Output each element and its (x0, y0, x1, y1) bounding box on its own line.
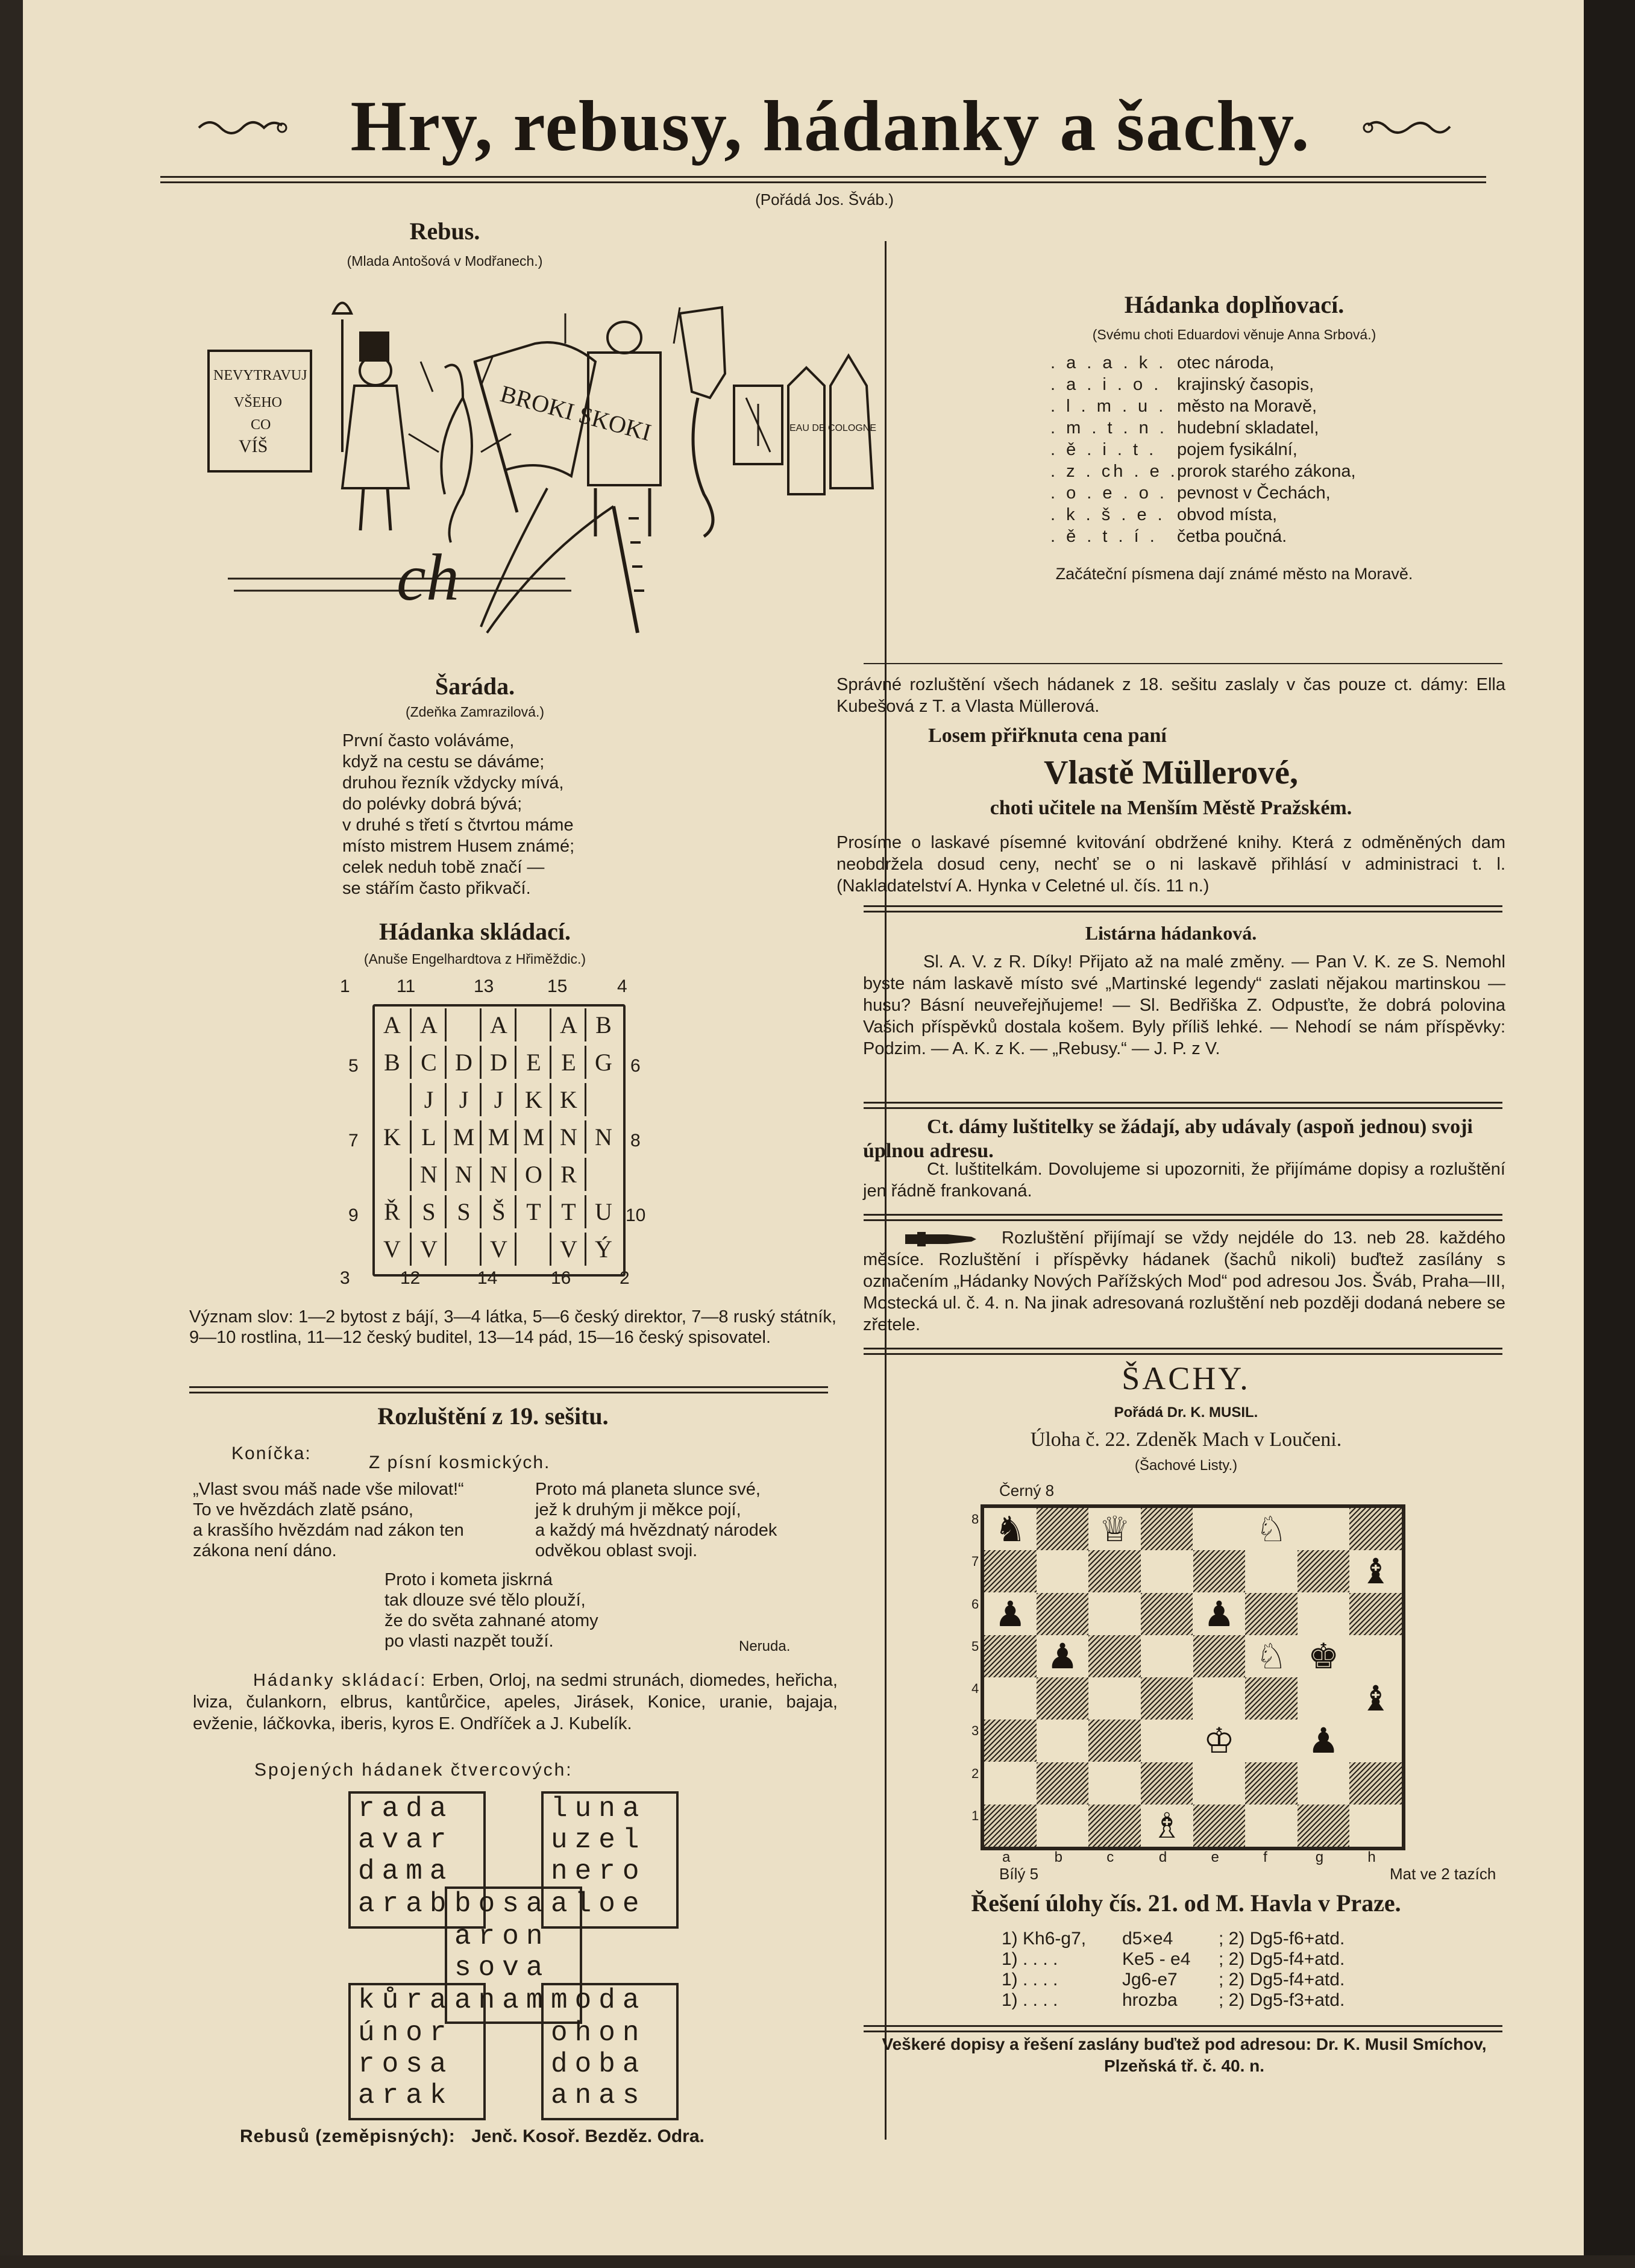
mate-in-two: Mat ve 2 tazích (1390, 1865, 1496, 1883)
board-square (1141, 1550, 1193, 1592)
board-square (1088, 1550, 1141, 1592)
grid-cell: N (480, 1158, 516, 1191)
solution-line: 1) . . . . Jg6-e7 ; 2) Dg5-f4+atd. (1002, 1970, 1345, 1990)
rebus-sign-line: NEVYTRAVUJ (213, 368, 307, 383)
board-square (1349, 1508, 1402, 1550)
scan-edge-left (0, 0, 23, 2268)
grid-cell (515, 1008, 551, 1041)
black-piece-icon: ♝ (1349, 1550, 1402, 1592)
square-row: doba (551, 2049, 647, 2080)
grid-cell: Ý (585, 1233, 621, 1266)
black-piece-icon: ♟ (1037, 1635, 1089, 1677)
grid-cell: T (550, 1195, 586, 1228)
rozlusteni-title: Rozluštění z 19. sešitu. (377, 1403, 609, 1430)
black-piece-icon: ♞ (984, 1508, 1037, 1550)
board-square (1088, 1677, 1141, 1720)
board-square (1037, 1508, 1089, 1550)
rank-label: 7 (971, 1554, 979, 1569)
board-square (1349, 1805, 1402, 1847)
konicka-label: Koníčka: (231, 1443, 312, 1463)
spravne-winner: Vlastě Müllerové, (1044, 754, 1298, 791)
board-square (1298, 1762, 1350, 1805)
board-square (1298, 1805, 1350, 1847)
board-square (1193, 1677, 1246, 1720)
square-row: bosa (454, 1888, 550, 1920)
grid-number: 2 (620, 1268, 630, 1288)
grid-cell: A (383, 1011, 401, 1038)
grid-cell: A (480, 1008, 516, 1041)
square-row: aloe (551, 1888, 647, 1920)
board-square (1088, 1762, 1141, 1805)
square-row: anam (454, 1985, 550, 2016)
doplnovaci-row: . m . t . n . hudební skladatel, (1050, 418, 1319, 438)
skladaci-answers-text: Erben, Orloj, na sedmi strunách, diomedes, heřicha, lviza, čulankorn, elbrus, kantůrčice, apeles, Jirásek, Konice, uranie, bajaja, evženie, láčkovka, iberis, kyros E. Ondříček a J. Kubelík. (193, 1671, 838, 1733)
doplnovaci-author: (Svému choti Eduardovi věnuje Anna Srbová.) (1092, 327, 1376, 342)
grid-number: 13 (474, 976, 494, 996)
rebus-sign-line: VÍŠ (239, 436, 268, 456)
konicka-title: Z písní kosmických. (369, 1453, 551, 1472)
grid-cell: G (585, 1046, 621, 1079)
sarada-line: v druhé s třetí s čtvrtou máme (342, 815, 574, 835)
grid-cell: M (515, 1120, 551, 1154)
listarna-text: Sl. A. V. z R. Díky! Přijato až na malé změny. — Pan V. K. ze S. Nemohl byste nám laskavě místo své „Martinské legendy“ zaslati nějakou martinskou — husu? Básní neuveřejňujeme! — Sl. Bedřiška Z. Odpusťte, že dobrá polovina Vašich příspěvků dostala košem. Byly příliš lehké. — Nehodí se nám příspěvky: Podzim. — A. K. z K. — „Rebusy.“ — J. P. z V. (863, 952, 1505, 1058)
poem-line: zákona není dáno. (193, 1541, 337, 1560)
square-row: kůra (358, 1985, 454, 2016)
ornament-right (1361, 115, 1457, 139)
black-piece-icon: ♟ (984, 1593, 1037, 1635)
grid-cell: B (585, 1008, 621, 1041)
file-label: d (1158, 1849, 1167, 1865)
grid-number: 15 (547, 976, 568, 996)
board-square (1349, 1635, 1402, 1677)
doplnovaci-row: . l . m . u . město na Moravě, (1050, 397, 1317, 416)
rebus-bottle-label: EAU DE COLOGNE (789, 423, 877, 433)
grid-cell: A (410, 1008, 446, 1041)
grid-number: 10 (626, 1205, 646, 1225)
grid-number: 14 (477, 1268, 498, 1288)
grid-cell: M (445, 1120, 481, 1154)
rebus-sign-line: VŠEHO (234, 395, 283, 410)
grid-cell (515, 1233, 551, 1266)
poem-author: Neruda. (739, 1638, 791, 1654)
file-label: b (1054, 1849, 1062, 1865)
black-piece-icon: ♝ (1349, 1677, 1402, 1720)
poem-line: a krasšího hvězdám nad zákon ten (193, 1521, 464, 1540)
poem-line: jež k druhým ji měkce pojí, (535, 1500, 741, 1519)
grid-cell: A (550, 1008, 586, 1041)
sachy-footer: Veškeré dopisy a řešení zaslány buďtež pod adresou: Dr. K. Musil Smíchov, Plzeňská tř. č. 40. n. (882, 2035, 1487, 2075)
grid-cell: M (480, 1120, 516, 1154)
poem-center (384, 1569, 662, 1651)
board-square (1141, 1635, 1193, 1677)
poem-line: tak dlouze své tělo plouží, (384, 1591, 586, 1610)
grid-number: 11 (397, 976, 416, 996)
byline: (Pořádá Jos. Šváb.) (755, 190, 894, 209)
rebus-sign-line: CO (251, 417, 271, 433)
section-rule (864, 1348, 1502, 1355)
grid-cell: L (410, 1120, 446, 1154)
black-count: Černý 8 (999, 1481, 1055, 1500)
poem-line: Proto má planeta slunce své, (535, 1480, 761, 1499)
board-square (1298, 1508, 1350, 1550)
board-square (1193, 1635, 1246, 1677)
square-row: rosa (358, 2049, 454, 2080)
white-piece-icon: ♘ (1245, 1635, 1298, 1677)
doplnovaci-row: . ě . t . í . četba poučná. (1050, 527, 1287, 546)
sarada-poem (342, 730, 716, 899)
grid-cell: E (550, 1046, 586, 1079)
grid-number: 12 (400, 1268, 421, 1288)
doplnovaci-note: Začáteční písmena dají známé město na Moravě. (1055, 565, 1413, 583)
rebusu-answers (240, 2126, 705, 2147)
board-square (1193, 1762, 1246, 1805)
file-label: a (1002, 1849, 1011, 1865)
sarada-line: celek neduh tobě značí — (342, 858, 545, 877)
doplnovaci-row: . o . e . o . pevnost v Čechách, (1050, 483, 1331, 503)
chessboard (981, 1504, 1405, 1850)
grid-number: 1 (340, 976, 350, 996)
grid-cell: V (480, 1233, 516, 1266)
square-row: sova (454, 1952, 550, 1984)
rebus-picture (180, 295, 891, 669)
rank-label: 1 (971, 1808, 979, 1823)
board-square (984, 1550, 1037, 1592)
solution-lines (1002, 1929, 1484, 2011)
board-square (1088, 1593, 1141, 1635)
sarada-line: se stářím často přikvačí. (342, 879, 531, 898)
page-title: Hry, rebusy, hádanky a šachy. (350, 86, 1311, 166)
black-piece-icon: ♟ (1298, 1720, 1350, 1762)
rank-label: 4 (971, 1681, 979, 1696)
board-square (1141, 1508, 1193, 1550)
square-row: nero (551, 1856, 647, 1887)
scan-edge-bottom (0, 2255, 1635, 2268)
prijimame-text: Rozluštění přijímají se vždy nejdéle do 13. neb 28. každého měsíce. Rozluštění i příspěvky hádanek (šachů nikoli) buďtež zasílány s označením „Hádanky Nových Pařížských Mod“ pod adresou Jos. Šváb, Praha—III, Mostecká ul. č. 4. n. Na jinak adresovaná rozluštění neb později dodaná nebere se zřetele. (863, 1228, 1505, 1334)
square-row: arab (358, 1888, 454, 1920)
board-square (1037, 1805, 1089, 1847)
spojenych-label: Spojených hádanek čtvercových: (254, 1760, 573, 1780)
grid-cell: E (515, 1046, 551, 1079)
grid-cell: S (410, 1195, 446, 1228)
poem-line: a každý má hvězdnatý národek (535, 1521, 777, 1540)
sachy-problem: Úloha č. 22. Zdeněk Mach v Loučeni. (1030, 1428, 1342, 1451)
grid-cell: K (550, 1083, 586, 1116)
doplnovaci-row: . k . š . e . obvod místa, (1050, 505, 1278, 524)
board-square (1245, 1805, 1298, 1847)
doplnovaci-row: . ě . i . t . pojem fysikální, (1050, 440, 1298, 459)
poem-line: „Vlast svou máš nade vše milovat!“ (193, 1480, 464, 1499)
zadost-bold: Ct. dámy luštitelky se žádají, aby udávaly (aspoň jednou) svoji úplnou adresu. (863, 1116, 1473, 1162)
square-row: únor (358, 2017, 454, 2049)
skladaci-author: (Anuše Engelhardtova z Hřiměždic.) (363, 951, 586, 967)
grid-cell: J (445, 1083, 481, 1116)
poem-line: To ve hvězdách zlatě psáno, (193, 1500, 413, 1519)
rank-label: 2 (971, 1765, 979, 1781)
board-square (1298, 1593, 1350, 1635)
grid-cell: N (585, 1120, 621, 1154)
file-label: h (1367, 1849, 1376, 1865)
doplnovaci-row: . z . ch . e .prorok starého zákona, (1050, 462, 1356, 481)
file-label: f (1263, 1849, 1267, 1865)
solution-line: 1) . . . . Ke5 - e4 ; 2) Dg5-f4+atd. (1002, 1949, 1345, 1969)
square-row: rada (358, 1793, 454, 1824)
poem-line: Proto i kometa jiskrná (384, 1570, 553, 1589)
rebus-title: Rebus. (409, 218, 480, 245)
square-row: arak (358, 2080, 454, 2111)
white-piece-icon: ♕ (1088, 1508, 1141, 1550)
white-piece-icon: ♔ (1193, 1720, 1246, 1762)
board-square (1245, 1593, 1298, 1635)
poem-right (535, 1479, 843, 1561)
poem-line: po vlasti nazpět touží. (384, 1632, 554, 1651)
grid-cell: V (383, 1236, 401, 1263)
board-square (1037, 1720, 1089, 1762)
section-rule (189, 1386, 828, 1393)
board-square (1349, 1720, 1402, 1762)
grid-cell: R (550, 1158, 586, 1191)
rank-label: 6 (971, 1596, 979, 1612)
board-square (1298, 1550, 1350, 1592)
grid-cell: Ř (384, 1198, 400, 1225)
solution-title: Řešení úlohy čís. 21. od M. Havla v Praze. (971, 1889, 1401, 1917)
grid-cell: O (515, 1158, 551, 1191)
rank-label: 8 (971, 1512, 979, 1527)
file-label: e (1211, 1849, 1219, 1865)
poem-line: že do světa zahnané atomy (384, 1611, 598, 1630)
scan-edge-right (1584, 0, 1635, 2268)
grid-cell (585, 1083, 621, 1116)
square-row: anas (551, 2080, 647, 2111)
rebus-author: (Mlada Antošová v Modřanech.) (347, 253, 543, 269)
sarada-line: První často voláváme, (342, 731, 515, 750)
white-piece-icon: ♗ (1141, 1805, 1193, 1847)
sarada-author: (Zdeňka Zamrazilová.) (405, 704, 545, 720)
black-piece-icon: ♟ (1193, 1593, 1246, 1635)
board-square (1088, 1635, 1141, 1677)
board-square (1141, 1762, 1193, 1805)
board-square (1349, 1593, 1402, 1635)
grid-cell: B (384, 1049, 400, 1076)
spravne-losem: Losem přiřknuta cena paní (928, 724, 1167, 747)
doplnovaci-row: . a . i . o . krajinský časopis, (1050, 375, 1314, 394)
grid-cell (375, 1158, 409, 1191)
ornament-left (198, 115, 234, 139)
grid-cell (445, 1008, 481, 1041)
solution-line: 1) Kh6-g7, d5×e4 ; 2) Dg5-f6+atd. (1002, 1929, 1345, 1949)
grid-cell: C (410, 1046, 446, 1079)
board-square (1193, 1508, 1246, 1550)
sarada-line: druhou řezník vždycky mívá, (342, 773, 564, 793)
grid-cell: D (445, 1046, 481, 1079)
board-square (984, 1762, 1037, 1805)
grid-cell: S (445, 1195, 481, 1228)
grid-cell: V (550, 1233, 586, 1266)
section-rule (864, 1102, 1502, 1109)
grid-cell (445, 1233, 481, 1266)
square-row: uzel (551, 1824, 647, 1856)
board-square (1245, 1677, 1298, 1720)
poem-left (193, 1479, 530, 1561)
doplnovaci-title: Hádanka doplňovací. (1124, 291, 1345, 318)
board-square (984, 1677, 1037, 1720)
file-label: g (1315, 1849, 1324, 1865)
board-square (1193, 1805, 1246, 1847)
white-piece-icon: ♘ (1245, 1508, 1298, 1550)
board-square (1088, 1720, 1141, 1762)
grid-cell: N (445, 1158, 481, 1191)
sachy-byline: Pořádá Dr. K. MUSIL. (1114, 1404, 1258, 1421)
square-row: dama (358, 1856, 454, 1887)
grid-cell (375, 1083, 409, 1116)
board-square (984, 1805, 1037, 1847)
grid-cell: J (480, 1083, 516, 1116)
square-row: luna (551, 1793, 647, 1824)
grid-cell (585, 1158, 621, 1191)
rank-label: 3 (971, 1723, 979, 1739)
page (23, 0, 1584, 2255)
spravne-note: Prosíme o laskavé písemné kvitování obdržené knihy. Která z odměněných dam neobdržela dosud ceny, nechť se o ni laskavě přihlásí v administraci t. l. (Nakladatelství A. Hynka v Celetné ul. čís. 11 n.) (836, 833, 1505, 896)
board-square (984, 1635, 1037, 1677)
board-square (1245, 1550, 1298, 1592)
board-square (1141, 1593, 1193, 1635)
board-square (1037, 1550, 1089, 1592)
grid-number: 16 (551, 1268, 571, 1288)
grid-cell: J (410, 1083, 446, 1116)
section-rule (864, 2025, 1502, 2032)
grid-number: 5 (348, 1056, 359, 1076)
sachy-source: (Šachové Listy.) (1134, 1457, 1238, 1474)
sarada-line: když na cestu se dáváme; (342, 752, 545, 771)
board-square (1245, 1720, 1298, 1762)
sarada-title: Šaráda. (435, 673, 515, 700)
listarna-title: Listárna hádanková. (1085, 922, 1257, 944)
sarada-line: do polévky dobrá bývá; (342, 794, 523, 814)
board-square (1037, 1593, 1089, 1635)
rank-label: 5 (971, 1638, 979, 1654)
zadost-text: Ct. luštitelkám. Dovolujeme si upozorniti, že přijímáme dopisy a rozluštění jen řádně frankovaná. (863, 1160, 1505, 1201)
grid-cell: Š (480, 1195, 516, 1228)
section-rule (864, 905, 1502, 913)
grid-cell: V (410, 1233, 446, 1266)
skladaci-title: Hádanka skládací. (379, 918, 571, 945)
grid-cell: K (383, 1123, 401, 1151)
board-square (984, 1720, 1037, 1762)
board-square (1088, 1805, 1141, 1847)
grid-cells (375, 1007, 621, 1272)
grid-number: 9 (348, 1205, 359, 1225)
board-square (1141, 1720, 1193, 1762)
rebusu-label: Rebusů (zeměpisných): (240, 2126, 456, 2146)
skladaci-answers-label: Hádanky skládací: (253, 1671, 427, 1690)
board-square (1193, 1550, 1246, 1592)
sarada-line: místo mistrem Husem známé; (342, 837, 575, 856)
section-rule (864, 663, 1502, 664)
skladaci-meaning: Význam slov: 1—2 bytost z bájí, 3—4 látka, 5—6 český direktor, 7—8 ruský státník, 9—10 rostlina, 11—12 český buditel, 13—14 pád, 15—16 český spisovatel. (189, 1307, 836, 1347)
poem-line: odvěkou oblast svoji. (535, 1541, 698, 1560)
grid-cell: N (550, 1120, 586, 1154)
grid-cell: U (585, 1195, 621, 1228)
rebusu-text: Jenč. Kosoř. Bezděz. Odra. (471, 2126, 705, 2146)
file-label: c (1106, 1849, 1114, 1865)
grid-number: 4 (617, 976, 627, 996)
grid-number: 6 (630, 1056, 641, 1076)
grid-cell: K (515, 1083, 551, 1116)
spravne-winner-sub: choti učitele na Menším Městě Pražském. (990, 797, 1352, 819)
spravne-intro: Správné rozluštění všech hádanek z 18. sešitu zaslaly v čas pouze ct. dámy: Ella Kubešová z T. a Vlasta Müllerová. (836, 675, 1505, 716)
square-row: aron (454, 1921, 550, 1952)
square-row: avar (358, 1824, 454, 1856)
grid-number: 3 (340, 1268, 350, 1288)
rebus-script-text: ch (397, 541, 459, 614)
square-row: ohon (551, 2017, 647, 2049)
header-rule (160, 176, 1486, 183)
board-square (1245, 1762, 1298, 1805)
skladaci-answers (193, 1670, 838, 1735)
sachy-title: ŠACHY. (1122, 1360, 1251, 1396)
board-square (1298, 1677, 1350, 1720)
grid-cell: D (480, 1046, 516, 1079)
grid-cell: N (410, 1158, 446, 1191)
solution-line: 1) . . . . hrozba ; 2) Dg5-f3+atd. (1002, 1990, 1345, 2010)
square-row: moda (551, 1985, 647, 2016)
white-count: Bílý 5 (999, 1865, 1039, 1883)
grid-number: 8 (630, 1131, 641, 1151)
board-square (1037, 1762, 1089, 1805)
board-square (1037, 1677, 1089, 1720)
section-rule (864, 1214, 1502, 1221)
grid-cell: T (515, 1195, 551, 1228)
doplnovaci-row: . a . a . k . otec národa, (1050, 353, 1275, 372)
black-piece-icon: ♚ (1298, 1635, 1350, 1677)
grid-number: 7 (348, 1131, 359, 1151)
board-square (1141, 1677, 1193, 1720)
rebus-flag-text: BROKI SKOKI (497, 380, 654, 447)
board-square (1349, 1762, 1402, 1805)
